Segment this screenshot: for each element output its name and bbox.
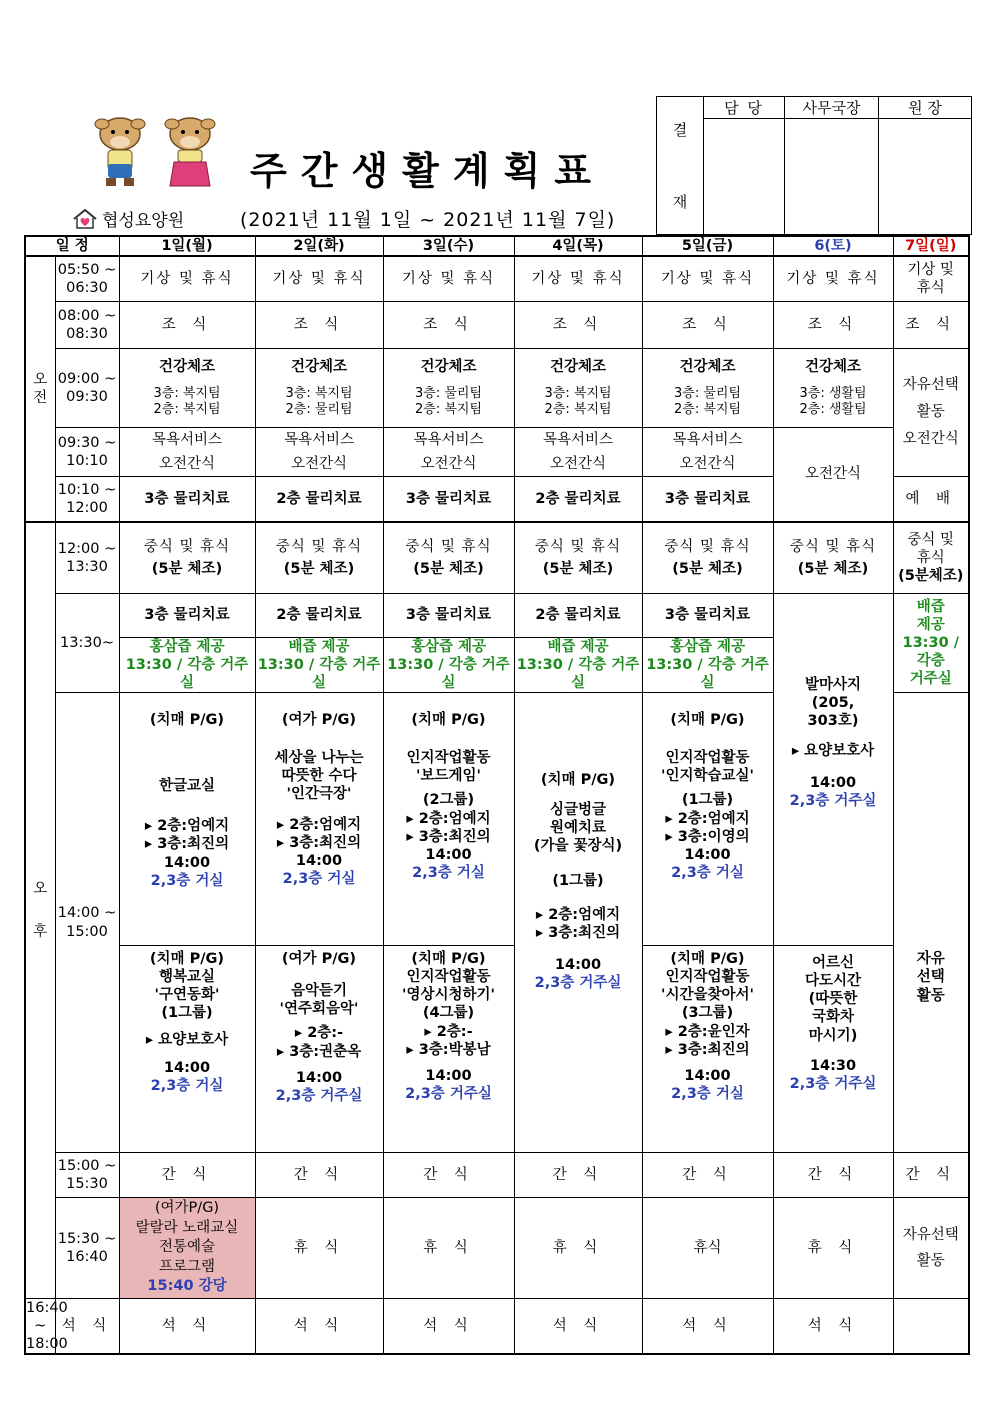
time-cell: 10:10 ~ 12:00 xyxy=(55,476,119,522)
cell-lunch: 중식 및 휴식 (5분 체조) xyxy=(773,522,893,593)
row-program-b xyxy=(25,946,969,1153)
cell-therapy: 3층 물리치료 xyxy=(642,476,773,522)
approval-col-1: 담 당 xyxy=(704,97,785,119)
cell-bath: 목욕서비스 오전간식 xyxy=(119,427,255,476)
cell-therapy: 2층 물리치료 xyxy=(514,476,642,522)
cell-dinner: 석 식 xyxy=(255,1299,383,1355)
approval-box xyxy=(656,96,972,235)
cell-therapy: 3층 물리치료 xyxy=(119,476,255,522)
cell-program-wed-a: (치매 P/G) 인지작업활동 '보드게임' (2그룹) ▸ 2층:엄예지 ▸ 3층:최진의 14:00 2,3층 거실 xyxy=(383,693,514,946)
cell-juice-sun: 배즙 제공 13:30 / 각층 거주실 xyxy=(893,593,969,692)
cell-singing-class-mon: (여가P/G) 랄랄라 노래교실 전통예술 프로그램 15:40 강당 xyxy=(119,1198,255,1299)
cell-snack: 간 식 xyxy=(119,1153,255,1198)
page-title: 주간생활계획표 xyxy=(250,149,605,193)
cell-exercise-thu: 건강체조 3층: 복지팀 2층: 복지팀 xyxy=(514,348,642,427)
cell-breakfast: 조 식 xyxy=(642,301,773,348)
cell-snack: 간 식 xyxy=(255,1153,383,1198)
time-cell: 05:50 ~ 06:30 xyxy=(55,256,119,301)
cell-bath: 목욕서비스 오전간식 xyxy=(642,427,773,476)
time-cell: 09:30 ~ 10:10 xyxy=(55,427,119,476)
time-cell: 09:00 ~ 09:30 xyxy=(55,348,119,427)
row-breakfast xyxy=(25,301,969,348)
cell-breakfast: 조 식 xyxy=(773,301,893,348)
house-heart-icon xyxy=(72,208,98,235)
time-cell: 08:00 ~ 08:30 xyxy=(55,301,119,348)
cell-wake: 기상 및 휴식 xyxy=(119,256,255,301)
cell-snack: 간 식 xyxy=(383,1153,514,1198)
cell-lunch: 중식 및 휴식 (5분 체조) xyxy=(255,522,383,593)
time-cell: 13:30~ xyxy=(55,593,119,692)
cell-therapy: 3층 물리치료 xyxy=(119,593,255,637)
time-cell: 14:00 ~ 15:00 xyxy=(55,693,119,1153)
side-label-am: 오 전 xyxy=(25,256,55,522)
cell-therapy: 3층 물리치료 xyxy=(383,593,514,637)
time-cell: 15:30 ~ 16:40 xyxy=(55,1198,119,1299)
col-header-schedule: 일 정 xyxy=(25,236,119,256)
time-cell: 16:40 ~ 18:00 xyxy=(25,1299,55,1355)
time-cell: 12:00 ~ 13:30 xyxy=(55,522,119,593)
cell-dinner: 석 식 xyxy=(773,1299,893,1355)
row-lunch xyxy=(25,522,969,593)
cell-therapy: 2층 물리치료 xyxy=(514,593,642,637)
schedule-table xyxy=(24,235,970,1355)
cell-breakfast: 조 식 xyxy=(893,301,969,348)
period: (2021년 11월 1일 ~ 2021년 11월 7일) xyxy=(240,209,616,231)
cell-lunch-sun: 중식 및 휴식 (5분체조) xyxy=(893,522,969,593)
cell-wake: 기상 및 휴식 xyxy=(383,256,514,301)
approval-sign-3[interactable] xyxy=(879,119,972,235)
cell-juice: 배즙 제공 13:30 / 각층 거주실 xyxy=(514,637,642,692)
cell-snack: 간 식 xyxy=(642,1153,773,1198)
cell-bath: 목욕서비스 오전간식 xyxy=(255,427,383,476)
cell-snack: 간 식 xyxy=(773,1153,893,1198)
cell-lunch: 중식 및 휴식 (5분 체조) xyxy=(514,522,642,593)
col-header-thu: 4일(목) xyxy=(514,236,642,256)
cell-dinner: 석 식 xyxy=(119,1299,255,1355)
approval-label: 결 재 xyxy=(657,97,704,235)
cell-program-tue-b: (여가 P/G) 음악듣기 '연주회음악' ▸ 2층:- ▸ 3층:권춘옥 14:00 2,3층 거주실 xyxy=(255,946,383,1153)
org-name-text: 협성요양원 xyxy=(102,211,185,231)
col-header-sat: 6(토) xyxy=(773,236,893,256)
approval-col-2: 사무국장 xyxy=(785,97,879,119)
cell-dinner: 석 식 xyxy=(55,1299,119,1355)
cell-breakfast: 조 식 xyxy=(514,301,642,348)
cell-bath: 목욕서비스 오전간식 xyxy=(514,427,642,476)
cell-dinner: 석 식 xyxy=(642,1299,773,1355)
row-exercise xyxy=(25,348,969,427)
cell-lunch: 중식 및 휴식 (5분 체조) xyxy=(642,522,773,593)
cell-free-sun: 자유 선택 활동 xyxy=(893,693,969,1153)
col-header-tue: 2일(화) xyxy=(255,236,383,256)
cell-program-fri-b: (치매 P/G) 인지작업활동 '시간을찾아서' (3그룹) ▸ 2층:윤인자 ▸ 3층:최진의 14:00 2,3층 거실 xyxy=(642,946,773,1153)
cell-wake: 기상 및 휴식 xyxy=(642,256,773,301)
cell-exercise-tue: 건강체조 3층: 복지팀 2층: 물리팀 xyxy=(255,348,383,427)
cell-juice: 배즙 제공 13:30 / 각층 거주실 xyxy=(255,637,383,692)
row-snack xyxy=(25,1153,969,1198)
col-header-fri: 5일(금) xyxy=(642,236,773,256)
cell-rest: 휴 식 xyxy=(255,1198,383,1299)
row-rest xyxy=(25,1198,969,1299)
row-bath xyxy=(25,427,969,476)
cell-worship-sun: 예 배 xyxy=(893,476,969,522)
cell-therapy: 3층 물리치료 xyxy=(383,476,514,522)
cell-therapy: 2층 물리치료 xyxy=(255,476,383,522)
cell-breakfast: 조 식 xyxy=(119,301,255,348)
cell-program-wed-b: (치매 P/G) 인지작업활동 '영상시청하기' (4그룹) ▸ 2층:- ▸ 3층:박봉남 14:00 2,3층 거주실 xyxy=(383,946,514,1153)
cell-wake: 기상 및 휴식 xyxy=(514,256,642,301)
cell-program-thu: (치매 P/G) 싱글벙글 원예치료 (가을 꽃장식) (1그룹) ▸ 2층:엄예지 ▸ 3층:최진의 14:00 2,3층 거주실 xyxy=(514,693,642,1153)
cell-wake-sun: 기상 및 휴식 xyxy=(893,256,969,301)
cell-wake: 기상 및 휴식 xyxy=(255,256,383,301)
time-cell: 15:00 ~ 15:30 xyxy=(55,1153,119,1198)
cell-program-sat-a: 발마사지 (205, 303호) ▸ 요양보호사 14:00 2,3층 거주실 xyxy=(773,593,893,945)
row-dinner xyxy=(25,1299,969,1355)
col-header-mon: 1일(월) xyxy=(119,236,255,256)
col-header-wed: 3일(수) xyxy=(383,236,514,256)
cell-juice: 홍삼즙 제공 13:30 / 각층 거주실 xyxy=(642,637,773,692)
org-name xyxy=(72,206,184,235)
cell-exercise-fri: 건강체조 3층: 물리팀 2층: 복지팀 xyxy=(642,348,773,427)
cell-bath: 목욕서비스 오전간식 xyxy=(383,427,514,476)
cell-program-mon-b: (치매 P/G) 행복교실 '구연동화' (1그룹) ▸ 요양보호사 14:00 2,3층 거실 xyxy=(119,946,255,1153)
cell-exercise-wed: 건강체조 3층: 물리팀 2층: 복지팀 xyxy=(383,348,514,427)
side-label-pm: 오 후 xyxy=(25,522,55,1298)
cell-rest: 휴 식 xyxy=(773,1198,893,1299)
cell-program-fri-a: (치매 P/G) 인지작업활동 '인지학습교실' (1그룹) ▸ 2층:엄예지 ▸ 3층:이영의 14:00 2,3층 거실 xyxy=(642,693,773,946)
approval-sign-2[interactable] xyxy=(785,119,879,235)
approval-sign-1[interactable] xyxy=(704,119,785,235)
cell-rest-sun: 자유선택 활동 xyxy=(893,1198,969,1299)
cell-program-mon-a: (치매 P/G) 한글교실 ▸ 2층:엄예지 ▸ 3층:최진의 14:00 2,3층 거실 xyxy=(119,693,255,946)
cell-dinner: 석 식 xyxy=(383,1299,514,1355)
row-wake xyxy=(25,256,969,301)
cell-dinner: 석 식 xyxy=(514,1299,642,1355)
cell-rest: 휴식 xyxy=(642,1198,773,1299)
cell-wake: 기상 및 휴식 xyxy=(773,256,893,301)
cell-breakfast: 조 식 xyxy=(255,301,383,348)
cell-rest: 휴 식 xyxy=(514,1198,642,1299)
cell-juice: 홍삼즙 제공 13:30 / 각층 거주실 xyxy=(119,637,255,692)
cell-program-sat-b: 어르신 다도시간 (따뜻한 국화차 마시기) 14:30 2,3층 거주실 xyxy=(773,946,893,1153)
cell-snack-sat: 오전간식 xyxy=(773,427,893,522)
cell-snack: 간 식 xyxy=(514,1153,642,1198)
cell-therapy: 3층 물리치료 xyxy=(642,593,773,637)
cell-exercise-sat: 건강체조 3층: 생활팀 2층: 생활팀 xyxy=(773,348,893,427)
cell-snack: 간 식 xyxy=(893,1153,969,1198)
cell-breakfast: 조 식 xyxy=(383,301,514,348)
cell-therapy: 2층 물리치료 xyxy=(255,593,383,637)
cell-rest: 휴 식 xyxy=(383,1198,514,1299)
cell-exercise-sun: 자유선택 활동 오전간식 xyxy=(893,348,969,476)
approval-col-3: 원 장 xyxy=(879,97,972,119)
cell-juice: 홍삼즙 제공 13:30 / 각층 거주실 xyxy=(383,637,514,692)
header-row xyxy=(25,236,969,256)
cell-exercise-mon: 건강체조 3층: 복지팀 2층: 복지팀 xyxy=(119,348,255,427)
cell-program-tue-a: (여가 P/G) 세상을 나누는 따뜻한 수다 '인간극장' ▸ 2층:엄예지 ▸ 3층:최진의 14:00 2,3층 거실 xyxy=(255,693,383,946)
mascot-logo xyxy=(92,112,232,192)
row-therapy-pm xyxy=(25,593,969,637)
cell-lunch: 중식 및 휴식 (5분 체조) xyxy=(119,522,255,593)
col-header-sun: 7일(일) xyxy=(893,236,969,256)
cell-lunch: 중식 및 휴식 (5분 체조) xyxy=(383,522,514,593)
